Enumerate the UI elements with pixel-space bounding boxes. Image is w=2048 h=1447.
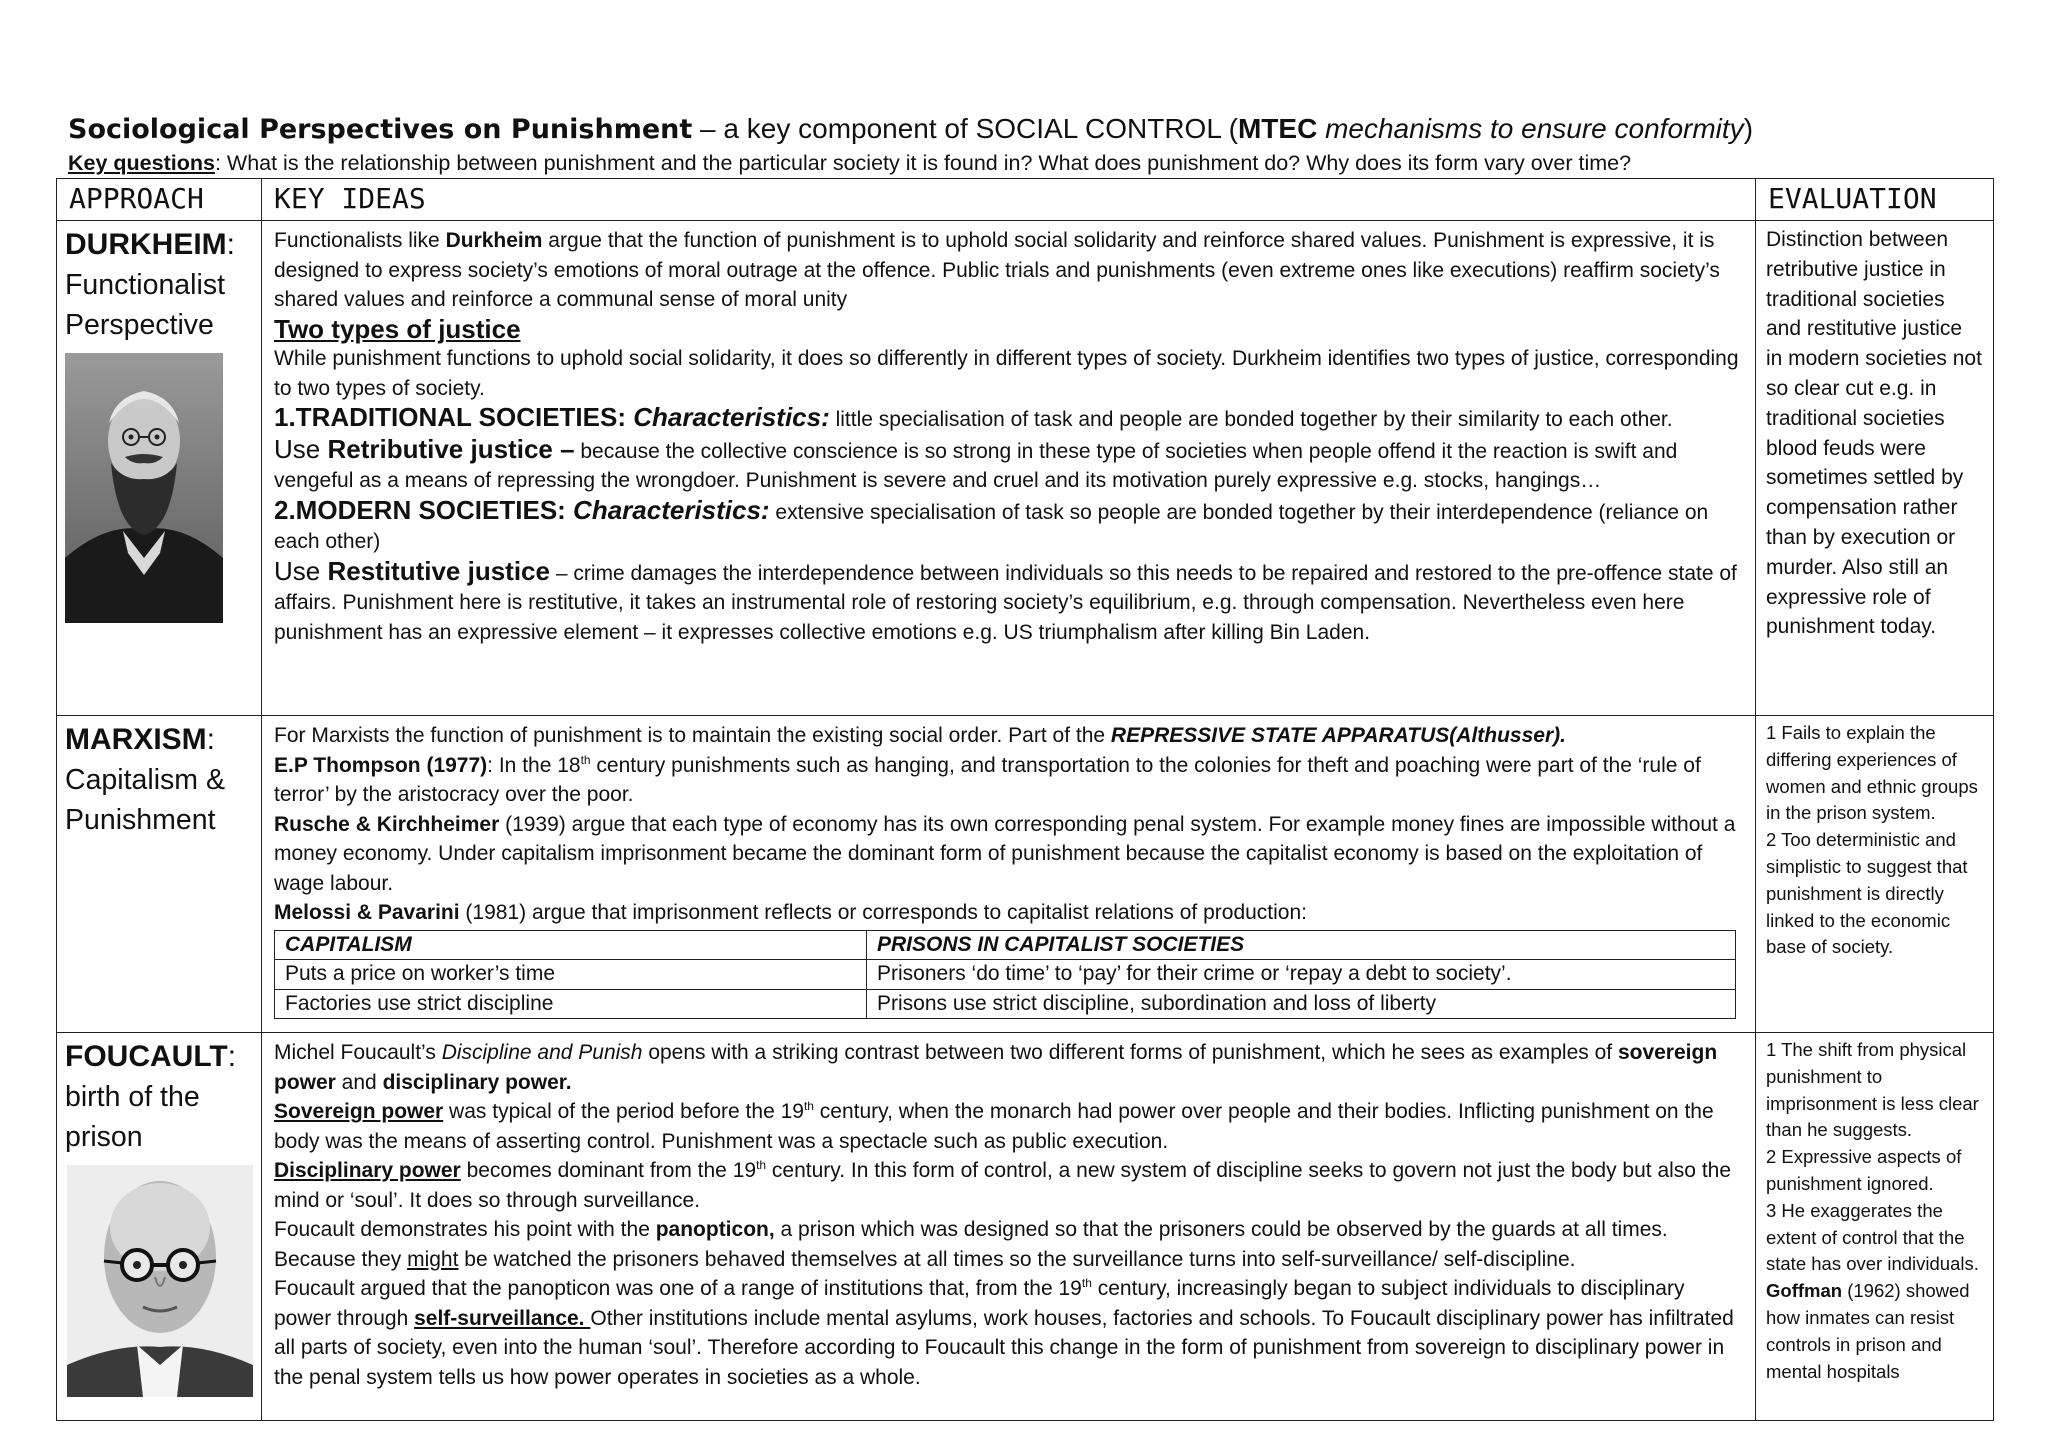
foucault-portrait bbox=[67, 1165, 253, 1397]
approach-subtitle: birth of the bbox=[65, 1081, 200, 1113]
approach-subtitle: Perspective bbox=[65, 309, 214, 341]
approach-subtitle: Functionalist bbox=[65, 269, 225, 301]
table-header-cell: CAPITALISM bbox=[275, 930, 867, 960]
table-cell: Puts a price on worker’s time bbox=[275, 960, 867, 990]
header-key-ideas: KEY IDEAS bbox=[262, 179, 1756, 221]
header-evaluation: EVALUATION bbox=[1756, 179, 1994, 221]
evaluation-marxism bbox=[1756, 716, 1994, 1033]
approach-marxism: MARXISM: Capitalism & Punishment bbox=[57, 716, 262, 1033]
page-title-close: ) bbox=[1743, 113, 1754, 144]
page-title bbox=[68, 112, 1968, 147]
paragraph: Rusche & Kirchheimer (1939) argue that each type of economy has its own corresponding penal system. For example money fines are impossible without a money economy. Under capitalism imprisonment became the dominant form of punishment because the capitalist economy is based on the exploitation of wage labour. bbox=[274, 812, 1736, 895]
evaluation-foucault bbox=[1756, 1033, 1994, 1421]
header-approach: APPROACH bbox=[57, 179, 262, 221]
approach-durkheim: DURKHEIM: Functionalist Perspective bbox=[57, 221, 262, 716]
approach-name: FOUCAULT bbox=[65, 1040, 228, 1073]
table-cell: Factories use strict discipline bbox=[275, 989, 867, 1019]
evaluation-point: 1 Fails to explain the differing experiences of women and ethnic groups in the prison system. bbox=[1766, 722, 1978, 824]
evaluation-durkheim: Distinction between retributive justice in traditional societies and restitutive justice in modern societies not so clear cut e.g. in traditional societies blood feuds were sometimes settled by compensation rather than by execution or murder. Also still an expressive role of punishment today. bbox=[1756, 221, 1994, 716]
paragraph: E.P Thompson (1977): In the 18th century punishments such as hanging, and transportation to the colonies for theft and poaching were part of the ‘rule of terror’ by the aristocracy over the poor. bbox=[274, 752, 1701, 806]
paragraph: Foucault argued that the panopticon was one of a range of institutions that, from the 19th century, increasingly began to subject individuals to disciplinary power through self-surveillance. Other institutions include mental asylums, work houses, factories and schools. To Foucault disciplinary power has infiltrated all parts of society, even into the human ‘soul’. Therefore according to Foucault this change in the form of punishment from sovereign to disciplinary power in the penal system tells us how power operates in societies as a whole. bbox=[274, 1276, 1734, 1389]
section-heading: Two types of justice bbox=[274, 313, 521, 344]
table-header-cell: PRISONS IN CAPITALIST SOCIETIES bbox=[867, 930, 1736, 960]
key-questions-label: Key questions bbox=[68, 151, 215, 175]
mtec-definition: mechanisms to ensure conformity bbox=[1317, 113, 1744, 144]
table-cell: Prisons use strict discipline, subordination and loss of liberty bbox=[867, 989, 1736, 1019]
perspectives-table bbox=[56, 178, 1994, 1421]
table-row-foucault bbox=[57, 1033, 1994, 1421]
paragraph: Functionalists like Durkheim argue that the function of punishment is to uphold social solidarity and reinforce shared values. Punishment is expressive, it is designed to express society’s emotions of moral outrage at the offence. Public trials and punishments (even extreme ones like executions) reaffirm society’s shared values and reinforce a communal sense of moral unity bbox=[274, 229, 1720, 311]
capitalism-comparison-table bbox=[274, 930, 1736, 1020]
paragraph: Melossi & Pavarini (1981) argue that imprisonment reflects or corresponds to capitalist relations of production: bbox=[274, 901, 1308, 924]
paragraph: 2.MODERN SOCIETIES: Characteristics: extensive specialisation of task so people are bonded together by their interdependence (reliance on each other) bbox=[274, 494, 1709, 553]
table-row-durkheim bbox=[57, 221, 1994, 716]
mtec-acronym: MTEC bbox=[1237, 113, 1318, 144]
table-row-marxism bbox=[57, 716, 1994, 1033]
approach-subtitle: prison bbox=[65, 1121, 143, 1153]
key-ideas-durkheim bbox=[262, 221, 1756, 716]
paragraph: Use Restitutive justice – crime damages the interdependence between individuals so this needs to be repaired and restored to the pre-offence state of affairs. Punishment here is restitutive, it takes an instrumental role of restoring society’s equilibrium, e.g. through compensation. Nevertheless even here punishment has an expressive element – it expresses collective emotions e.g. US triumphalism after killing Bin Laden. bbox=[274, 555, 1737, 644]
key-questions-text: : What is the relationship between punishment and the particular society it is found in? What does punishment do? Why does its form vary over time? bbox=[214, 151, 1632, 175]
table-header-row bbox=[57, 179, 1994, 221]
paragraph: Disciplinary power becomes dominant from the 19th century. In this form of control, a new system of discipline seeks to govern not just the body but also the mind or ‘soul’. It does so through surveillance. bbox=[274, 1158, 1732, 1212]
key-ideas-foucault bbox=[262, 1033, 1756, 1421]
paragraph: Michel Foucault’s Discipline and Punish opens with a striking contrast between two different forms of punishment, which he sees as examples of sovereign power and disciplinary power. bbox=[274, 1041, 1718, 1094]
page-title-rest: – a key component of SOCIAL CONTROL ( bbox=[692, 113, 1238, 144]
page-title-main: Sociological Perspectives on Punishment bbox=[68, 114, 693, 145]
approach-subtitle: Capitalism & bbox=[65, 764, 225, 796]
table-row bbox=[275, 960, 1736, 990]
approach-subtitle: Punishment bbox=[65, 804, 216, 836]
paragraph: Use Retributive justice – because the collective conscience is so strong in these type of societies when people offend it the reaction is swift and vengeful as a means of repressing the wrongdoer. Punishment is severe and cruel and its motivation purely expressive e.g. stocks, hangings… bbox=[274, 433, 1678, 492]
paragraph: 1.TRADITIONAL SOCIETIES: Characteristics: little specialisation of task and people are bonded together by their similarity to each other. bbox=[274, 402, 1673, 432]
table-row bbox=[275, 930, 1736, 960]
evaluation-point: 3 He exaggerates the extent of control that the state has over individuals. Goffman (1962) showed how inmates can resist controls in prison and mental hospitals bbox=[1766, 1199, 1979, 1382]
approach-name: DURKHEIM bbox=[65, 228, 227, 261]
evaluation-point: 1 The shift from physical punishment to imprisonment is less clear than he suggests. bbox=[1766, 1039, 1979, 1141]
key-questions bbox=[68, 150, 2028, 176]
key-ideas-marxism bbox=[262, 716, 1756, 1033]
table-cell: Prisoners ‘do time’ to ‘pay’ for their crime or ‘repay a debt to society’. bbox=[867, 960, 1736, 990]
approach-name: MARXISM bbox=[65, 723, 207, 756]
evaluation-point: 2 Too deterministic and simplistic to suggest that punishment is directly linked to the economic base of society. bbox=[1766, 829, 1968, 958]
paragraph: While punishment functions to uphold social solidarity, it does so differently in different types of society. Durkheim identifies two types of justice, corresponding to two types of society. bbox=[274, 347, 1739, 400]
table-row bbox=[275, 989, 1736, 1019]
paragraph: For Marxists the function of punishment is to maintain the existing social order. Part of the REPRESSIVE STATE APPARATUS(Althusser). bbox=[274, 724, 1566, 747]
paragraph: Sovereign power was typical of the period before the 19th century, when the monarch had power over people and their bodies. Inflicting punishment on the body was the means of asserting control. Punishment was a spectacle such as public execution. bbox=[274, 1099, 1714, 1153]
approach-foucault: FOUCAULT: birth of the prison bbox=[57, 1033, 262, 1421]
evaluation-point: 2 Expressive aspects of punishment ignored. bbox=[1766, 1146, 1962, 1194]
paragraph: Foucault demonstrates his point with the panopticon, a prison which was designed so that the prisoners could be observed by the guards at all times. Because they might be watched the prisoners behaved themselves at all times so the surveillance turns into self-surveillance/ self-discipline. bbox=[274, 1218, 1668, 1271]
durkheim-portrait bbox=[65, 353, 223, 623]
